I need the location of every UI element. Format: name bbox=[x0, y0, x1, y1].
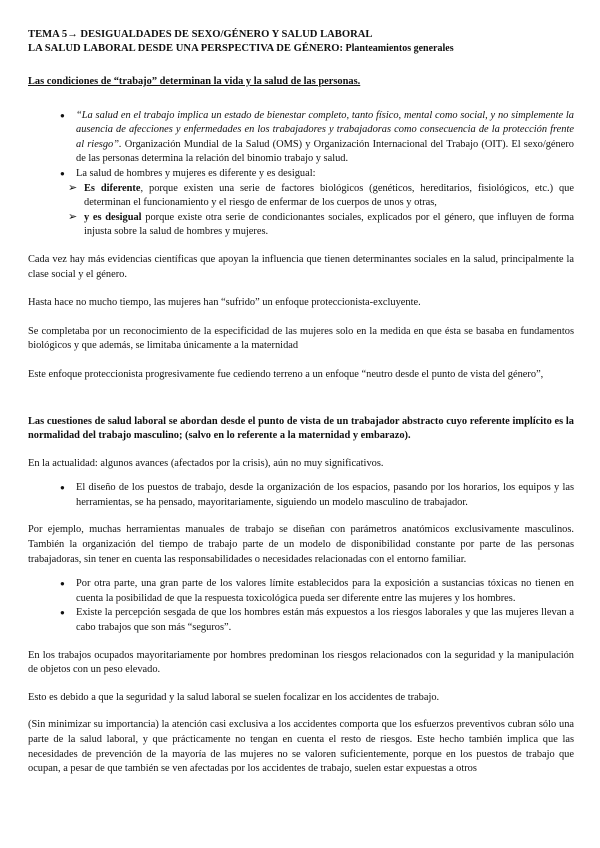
arrow-item-different-text: , porque existen una serie de factores biológicos (genéticos, hereditarios, fisiológicos, etc.) que determinan el funcionamiento y el riesgo de enfermar de los cuerpos de unos y otras, bbox=[84, 182, 574, 209]
bullet-item-health-definition bbox=[60, 109, 574, 167]
section-1-arrow-list bbox=[28, 182, 574, 240]
paragraph-exclusive-attention: (Sin minimizar su importancia) la atención casi exclusiva a los accidentes comporta que los esfuerzos preventivos cubran sólo una parte de la salud laboral, y que prácticamente no tengan en cuenta el resto de riesgos. Este hecho también implica que las necesidades de prevención de la mayoría de las mujeres no se valoren suficientemente, porque en los puestos de trabajo que ocupan, a pesar de que también se ven afectadas por los accidentes de trabajo, suelen estar expuestas a otros bbox=[28, 719, 574, 775]
arrow-item-different bbox=[68, 182, 574, 211]
section-1-heading: Las condiciones de “trabajo” determinan la vida y la salud de las personas. bbox=[28, 76, 361, 87]
who-quote: “La salud en el trabajo implica un estado de bienestar completo, tanto físico, mental como social, y no simplemente la ausencia de afecciones y enfermedades en los trabajadores y trabajadoras como consecuencia de la protección frente al riesgo”. bbox=[76, 109, 574, 150]
paragraph-accidents-focus: Esto es debido a que la seguridad y la salud laboral se suelen focalizar en los accidentes de trabajo. bbox=[28, 691, 440, 703]
arrow-item-unequal-text: porque existe otra serie de condicionantes sociales, explicados por el género, que influyen de forma injusta sobre la salud de hombres y mujeres. bbox=[84, 211, 574, 238]
section-1-bullet-list bbox=[28, 109, 574, 182]
section-2-bullet-list-2 bbox=[28, 577, 574, 635]
document-title bbox=[28, 28, 574, 56]
arrow-item-unequal bbox=[68, 211, 574, 240]
arrow-item-unequal-bold: y es desigual bbox=[84, 211, 142, 223]
paragraph-neutral-approach: Este enfoque proteccionista progresivamente fue cediendo terreno a un enfoque “neutro desde el punto de vista del género”, bbox=[28, 368, 544, 380]
paragraph-protectionist: Hasta hace no mucho tiempo, las mujeres han “sufrido” un enfoque proteccionista-excluyente. bbox=[28, 297, 421, 309]
section-2-heading: Las cuestiones de salud laboral se abordan desde el punto de vista de un trabajador abstracto cuyo referente implícito es la normalidad del trabajo masculino; (salvo en lo referente a la maternidad y embarazo). bbox=[28, 415, 574, 442]
paragraph-example-tools: Por ejemplo, muchas herramientas manuales de trabajo se diseñan con parámetros anatómicos exclusivamente masculinos. También la organización del tiempo de trabajo parte de un modelo de disponibilidad constante por parte de las personas trabajadoras, sin tener en cuenta las responsabilidades o necesidades relacionadas con el entorno familiar. bbox=[28, 524, 574, 565]
title-line-1: TEMA 5→ DESIGUALDADES DE SEXO/GÉNERO Y SALUD LABORAL bbox=[28, 29, 373, 40]
paragraph-evidence: Cada vez hay más evidencias científicas que apoyan la influencia que tienen determinantes sociales en la salud, principalmente la clase social y el género. bbox=[28, 253, 574, 280]
paragraph-specificity: Se completaba por un reconocimiento de la especificidad de las mujeres solo en la medida en que ésta se basaba en fundamentos biológicos y que además, se limitaba únicamente a la maternidad bbox=[28, 325, 574, 352]
who-quote-source: Organización Mundial de la Salud (OMS) y Organización Internacional del Trabajo (OIT). El sexo/género de las personas determina la relación del binomio trabajo y salud. bbox=[76, 138, 574, 165]
title-line-2 bbox=[28, 42, 574, 56]
arrow-item-different-bold: Es diferente bbox=[84, 182, 141, 194]
paragraph-male-jobs: En los trabajos ocupados mayoritariamente por hombres predominan los riesgos relacionados con la seguridad y la manipulación de objetos con un peso elevado. bbox=[28, 649, 574, 676]
title-line-2-main: LA SALUD LABORAL DESDE UNA PERSPECTIVA DE GÉNERO: bbox=[28, 43, 344, 54]
section-2-bullet-list-1 bbox=[28, 481, 574, 510]
bullet-item-job-design: ● El diseño de los puestos de trabajo, desde la organización de los espacios, pasando por los horarios, los equipos y las herramientas, se ha pensado, mayoritariamente, siguiendo un modelo masculino de trabajador. bbox=[60, 481, 574, 510]
paragraph-current-advances: En la actualidad: algunos avances (afectados por la crisis), aún no muy significativos. bbox=[28, 457, 384, 469]
bullet-item-limit-values: ● Por otra parte, una gran parte de los valores límite establecidos para la exposición a sustancias tóxicas no tienen en cuenta la posibilidad de que la respuesta toxicológica pueda ser diferente entre las mujeres y los hombres. bbox=[60, 577, 574, 606]
bullet-item-health-different: ● La salud de hombres y mujeres es diferente y es desigual: bbox=[60, 167, 574, 182]
title-line-2-sub: Planteamientos generales bbox=[343, 43, 454, 54]
bullet-item-biased-perception: ● Existe la percepción sesgada de que los hombres están más expuestos a los riesgos laborales y que las mujeres llevan a cabo trabajos que son más “seguros”. bbox=[60, 606, 574, 635]
